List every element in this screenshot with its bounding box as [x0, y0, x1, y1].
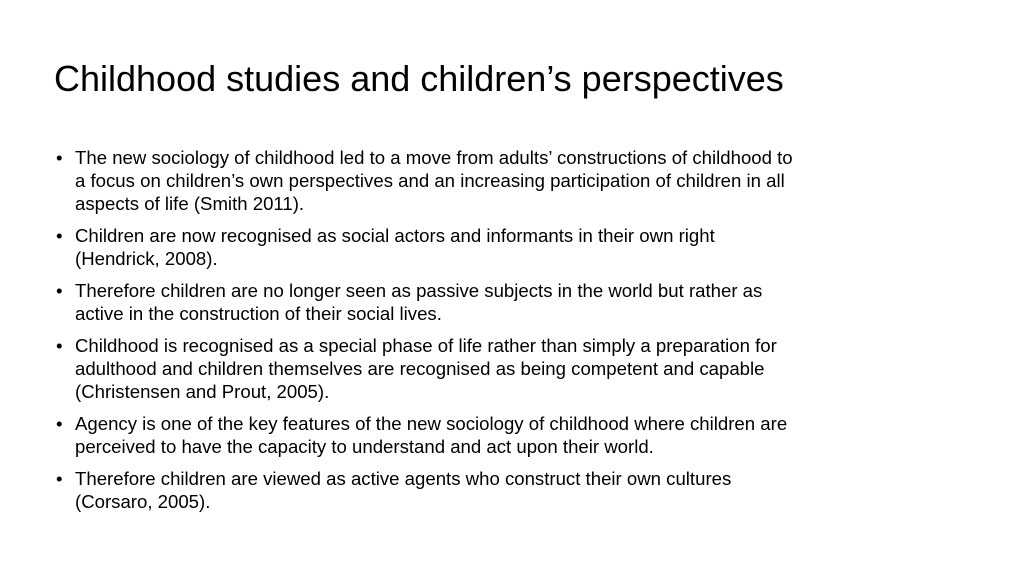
bullet-marker: • — [56, 413, 63, 434]
bullet-text: Therefore children are viewed as active agents who construct their own cultures (Corsaro, 2005). — [75, 468, 732, 512]
bullet-list — [56, 146, 796, 522]
bullet-text: Therefore children are no longer seen as passive subjects in the world but rather as active in the construction of their social lives. — [75, 280, 763, 324]
bullet-text: The new sociology of childhood led to a move from adults’ constructions of childhood to a focus on children’s own perspectives and an increasing participation of children in all aspects of life (Smith 2011). — [75, 147, 793, 214]
bullet-item — [56, 146, 796, 215]
bullet-marker: • — [56, 225, 63, 246]
bullet-item — [56, 279, 796, 325]
bullet-marker: • — [56, 280, 63, 301]
bullet-text: Childhood is recognised as a special phase of life rather than simply a preparation for adulthood and children themselves are recognised as being competent and capable (Christensen and Prout, 2005). — [75, 335, 777, 402]
bullet-marker: • — [56, 335, 63, 356]
bullet-marker: • — [56, 468, 63, 489]
bullet-item — [56, 224, 796, 270]
bullet-item — [56, 467, 796, 513]
bullet-text: Agency is one of the key features of the new sociology of childhood where children are perceived to have the capacity to understand and act upon their world. — [75, 413, 788, 457]
slide-title: Childhood studies and children’s perspectives — [54, 58, 784, 99]
bullet-item — [56, 412, 796, 458]
bullet-item — [56, 334, 796, 403]
bullet-marker: • — [56, 147, 63, 168]
bullet-text: Children are now recognised as social actors and informants in their own right (Hendrick, 2008). — [75, 225, 715, 269]
